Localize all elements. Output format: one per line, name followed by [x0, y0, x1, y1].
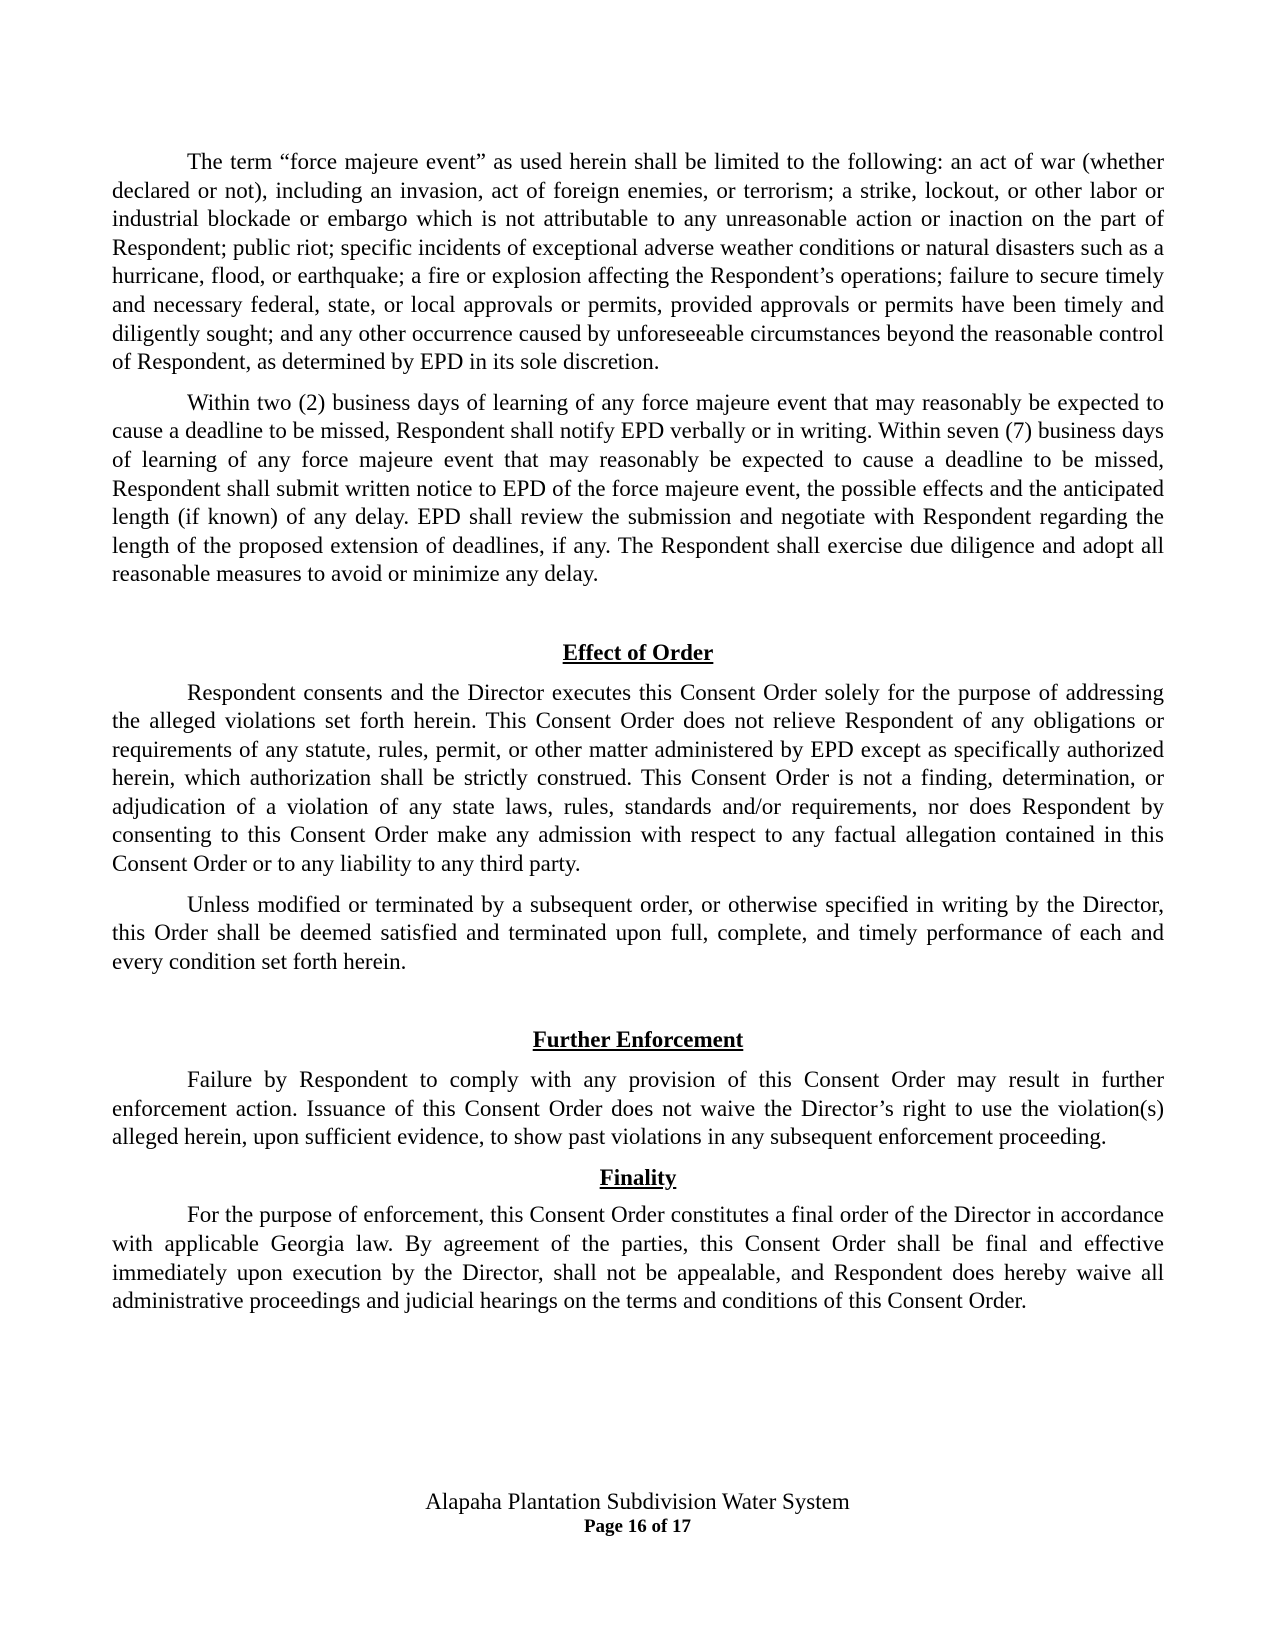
- force-majeure-definition-paragraph: The term “force majeure event” as used herein shall be limited to the following: an act of war (whether declared or not), including an invasion, act of foreign enemies, or terrorism; a strike, lockout, or other labor or industrial blockade or embargo which is not attributable to any unreasonable action or inaction on the part of Respondent; public riot; specific incidents of exceptional adverse weather conditions or natural disasters such as a hurricane, flood, or earthquake; a fire or explosion affecting the Respondent’s operations; failure to secure timely and necessary federal, state, or local approvals or permits, provided approvals or permits have been timely and diligently sought; and any other occurrence caused by unforeseeable circumstances beyond the reasonable control of Respondent, as determined by EPD in its sole discretion.: [112, 149, 1164, 375]
- further-enforcement-heading: Further Enforcement: [532, 1027, 744, 1053]
- footer-title: Alapaha Plantation Subdivision Water System: [425, 1489, 850, 1514]
- page-footer: [0, 1488, 1275, 1538]
- document-body: [112, 148, 1164, 1316]
- further-enforcement-paragraph-1: Failure by Respondent to comply with any provision of this Consent Order may result in further enforcement action. Issuance of this Consent Order does not waive the Director’s right to use the violation(s) alleged herein, upon sufficient evidence, to show past violations in any subsequent enforcement proceeding.: [112, 1067, 1164, 1150]
- page-number: Page 16 of 17: [583, 1516, 692, 1537]
- effect-of-order-paragraph-2: Unless modified or terminated by a subsequent order, or otherwise specified in writing by the Director, this Order shall be deemed satisfied and terminated upon full, complete, and timely performance of each and every condition set forth herein.: [112, 891, 1164, 974]
- finality-paragraph-1: For the purpose of enforcement, this Consent Order constitutes a final order of the Director in accordance with applicable Georgia law. By agreement of the parties, this Consent Order shall be final and effective immediately upon execution by the Director, shall not be appealable, and Respondent does hereby waive all administrative proceedings and judicial hearings on the terms and conditions of this Consent Order.: [112, 1202, 1164, 1314]
- section-further-enforcement: [112, 1026, 1164, 1151]
- effect-of-order-paragraph-1: Respondent consents and the Director executes this Consent Order solely for the purpose of addressing the alleged violations set forth herein. This Consent Order does not relieve Respondent of any obligations or requirements of any statute, rules, permit, or other matter administered by EPD except as specifically authorized herein, which authorization shall be strictly construed. This Consent Order is not a finding, determination, or adjudication of a violation of any state laws, rules, standards and/or requirements, nor does Respondent by consenting to this Consent Order make any admission with respect to any factual allegation contained in this Consent Order or to any liability to any third party.: [112, 679, 1164, 877]
- finality-heading: Finality: [599, 1164, 677, 1190]
- effect-of-order-heading: Effect of Order: [562, 639, 714, 665]
- section-finality: [112, 1164, 1164, 1316]
- section-effect-of-order: [112, 639, 1164, 977]
- force-majeure-notice-paragraph: Within two (2) business days of learning of any force majeure event that may reasonably be expected to cause a deadline to be missed, Respondent shall notify EPD verbally or in writing. Within seven (7) business days of learning of any force majeure event that may reasonably be expected to cause a deadline to be missed, Respondent shall submit written notice to EPD of the force majeure event, the possible effects and the anticipated length (if known) of any delay. EPD shall review the submission and negotiate with Respondent regarding the length of the proposed extension of deadlines, if any. The Respondent shall exercise due diligence and adopt all reasonable measures to avoid or minimize any delay.: [112, 389, 1164, 587]
